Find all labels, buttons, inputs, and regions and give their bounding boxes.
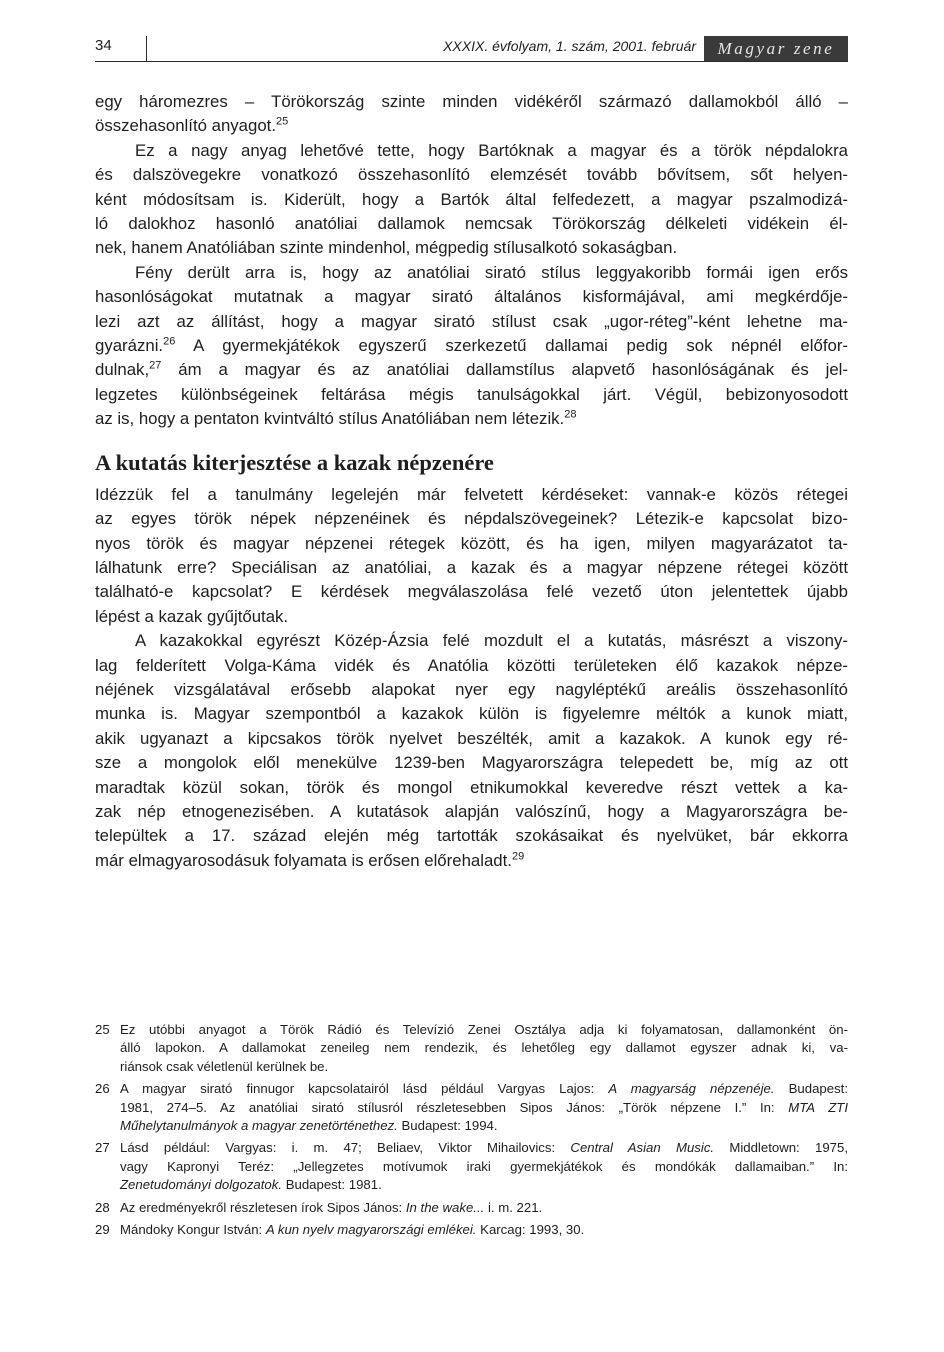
footnote-26: [95, 1080, 848, 1135]
text-line: települtek a 17. század elején még tartották szokásaikat és nyelvüket, bár ekkorra: [95, 826, 848, 846]
text-line: már elmagyarosodásuk folyamata is erősen előrehaladt.$^{29}$: [95, 850, 525, 870]
text-line: és dalszövegekre vonatkozó összehasonlító elemzését tovább bővítsem, sőt helyen-: [95, 165, 848, 185]
text-line: akik ugyanazt a kipcsakos török nyelvet beszélték, amit a kazakok. A kunok egy ré-: [95, 728, 848, 748]
footnote-27: [95, 1139, 848, 1194]
section-heading: A kutatás kiterjesztése a kazak népzenére: [95, 449, 494, 475]
text-line: nek, hanem Anatóliában szinte mindenhol, mégpedig stílusalkotó sokaságban.: [95, 238, 678, 258]
text-line: az egyes török népek népzenéinek és népdalszövegeinek? Létezik-e kapcsolat bizo-: [95, 509, 848, 529]
text-line: Fény derült arra is, hogy az anatóliai sirató stílus leggyakoribb formái igen erős: [135, 262, 848, 282]
footnote-29: [95, 1221, 848, 1239]
footnote-line: Ez utóbbi anyagot a Török Rádió és Televízió Zenei Osztálya adja ki folyamatosan, dallamonként ön-: [120, 1022, 848, 1037]
footnote-line: 1981, 274–5. Az anatóliai sirató stílusról részletesebben Sipos János: „Török népzene I.” In: MTA ZTI: [120, 1099, 848, 1115]
paragraph-4: [95, 483, 848, 629]
text-line: ként módosítsam is. Kiderült, hogy a Bartók által felfedezett, a magyar pszalmodizá-: [95, 189, 848, 209]
text-line: sze a mongolok elől menekülve 1239-ben Magyarországra telepedett be, míg az ott: [95, 753, 848, 773]
footnote-ref-25[interactable]: 25: [276, 115, 289, 128]
text-line: az is, hogy a pentaton kvintváltó stílus Anatóliában nem létezik.$^{28}$: [95, 408, 577, 429]
paragraph-1: [95, 90, 848, 139]
main-text: [95, 90, 848, 873]
issue-info: XXXIX. évfolyam, 1. szám, 2001. február: [443, 38, 696, 54]
text-line: lépést a kazak gyűjtőutak.: [95, 606, 289, 626]
text-line: munka is. Magyar szempontból a kazakok külön is figyelemre méltók a kunok miatt,: [95, 704, 848, 724]
cited-title: Central Asian Music.: [570, 1140, 715, 1156]
paragraph-3: [95, 261, 848, 432]
cited-title: Zenetudományi dolgozatok.: [120, 1177, 283, 1193]
cited-title: MTA ZTI: [788, 1099, 848, 1115]
text-line: A kazakokkal egyrészt Közép-Ázsia felé mozdult el a kutatás, másrészt a viszony-: [135, 631, 848, 651]
text-line: egy háromezres – Törökország szinte minden vidékéről származó dallamokból álló –: [95, 92, 848, 111]
footnote-number: 27: [95, 1140, 110, 1156]
paragraph-2: [95, 139, 848, 261]
text-line: dulnak,$^{27}$ ám a magyar és az anatóliai dallamstílus alapvető hasonlóságának és jel-: [95, 359, 848, 380]
footnote-ref-27[interactable]: 27: [149, 359, 162, 372]
footnote-ref-26[interactable]: 26: [163, 335, 176, 348]
text-line: lezi azt az állítást, hogy a magyar sirató stílust csak „ugor-réteg”-ként lehetne ma-: [95, 311, 848, 331]
footnote-25: [95, 1021, 848, 1076]
footnote-line: Műhelytanulmányok a magyar zenetörténethez. Budapest: 1994.: [120, 1118, 498, 1134]
text-line: Idézzük fel a tanulmány legelején már felvetett kérdéseket: vannak-e közös rétegei: [95, 484, 848, 504]
footnote-28: [95, 1199, 848, 1217]
footnote-number: 29: [95, 1222, 110, 1238]
text-line: legzetes különbségeinek feltárása mégis tanulságokkal járt. Végül, bebizonyosodott: [95, 384, 848, 404]
footnote-line: Lásd például: Vargyas: i. m. 47; Beliaev, Viktor Mihailovics: Central Asian Music. Middletown: 1975,: [120, 1140, 848, 1156]
paragraph-5: [95, 629, 848, 873]
cited-title: In the wake...: [405, 1199, 485, 1215]
footnotes: [95, 1021, 848, 1243]
text-line: gyarázni.$^{26}$ A gyermekjátékok egyszerű szerkezetű dallamai pedig sok népnél előfor-: [95, 335, 848, 356]
text-line: zak nép etnogenezisében. A kutatások alapján valószínű, hogy a Magyarországra be-: [95, 801, 848, 821]
text-line: nyos török és magyar népzenei rétegek között, és ha igen, milyen magyarázatot ta-: [95, 533, 848, 553]
header-divider: [146, 36, 147, 62]
footnote-line: álló lapokon. A dallamokat zeneileg nem rendezik, és lehetőleg egy dallamot egyszer adnak ki, va-: [120, 1040, 848, 1056]
cited-title: A magyarság népzenéje.: [608, 1081, 775, 1097]
text-line: néjének vizsgálatával erősebb alapokat nyer egy nagyléptékű areális összehasonlító: [95, 679, 848, 699]
footnote-line: Az eredményekről részletesen írok Sipos János: In the wake... i. m. 221.: [120, 1199, 543, 1215]
text-line: hasonlóságokat mutatnak a magyar sirató általános kisformájával, ami megkérdője-: [95, 287, 848, 307]
running-header: [95, 36, 848, 62]
page-number: 34: [95, 37, 112, 54]
footnote-ref-28[interactable]: 28: [564, 408, 577, 421]
header-rule: [95, 61, 848, 62]
footnote-ref-29[interactable]: 29: [511, 850, 525, 863]
text-line: lálhatunk erre? Speciálisan az anatóliai, a kazak és a magyar népzene rétegei között: [95, 557, 848, 577]
footnote-line: vagy Kapronyi Teréz: „Jellegzetes motívumok iraki gyermekjátékok és mondókák dallamaiban.” In:: [120, 1158, 848, 1174]
footnote-number: 25: [95, 1022, 110, 1037]
footnote-line: riánsok csak véletlenül kerülnek be.: [120, 1058, 329, 1074]
cited-title: A kun nyelv magyarországi emlékei.: [265, 1222, 477, 1238]
text-line: összehasonlító anyagot.$^{25}$: [95, 115, 289, 136]
footnote-number: 28: [95, 1199, 110, 1215]
footnote-line: Zenetudományi dolgozatok. Budapest: 1981.: [120, 1177, 382, 1193]
text-line: lag felderített Volga-Káma vidék és Anatólia közötti területeken élő kazakok népze-: [95, 655, 848, 675]
text-line: maradtak közül sokan, török és mongol etnikumokkal keveredve részt vettek a ka-: [95, 777, 848, 797]
footnote-line: A magyar sirató finnugor kapcsolatairól lásd például Vargyas Lajos: A magyarság népzenéje. Budapest:: [120, 1081, 848, 1097]
section-label: Magyar zene: [704, 36, 848, 61]
cited-title: Műhelytanulmányok a magyar zenetörténethez.: [120, 1118, 398, 1134]
text-line: Ez a nagy anyag lehetővé tette, hogy Bartóknak a magyar és a török népdalokra: [135, 140, 848, 160]
text-line: ló dalokhoz hasonló anatóliai dallamok nemcsak Törökország délkeleti vidékein él-: [95, 214, 848, 234]
footnote-number: 26: [95, 1081, 110, 1097]
text-line: található-e kapcsolat? E kérdések megválaszolása felé vezető úton jelentettek újabb: [95, 582, 848, 602]
footnote-line: Mándoky Kongur István: A kun nyelv magyarországi emlékei. Karcag: 1993, 30.: [120, 1222, 585, 1238]
